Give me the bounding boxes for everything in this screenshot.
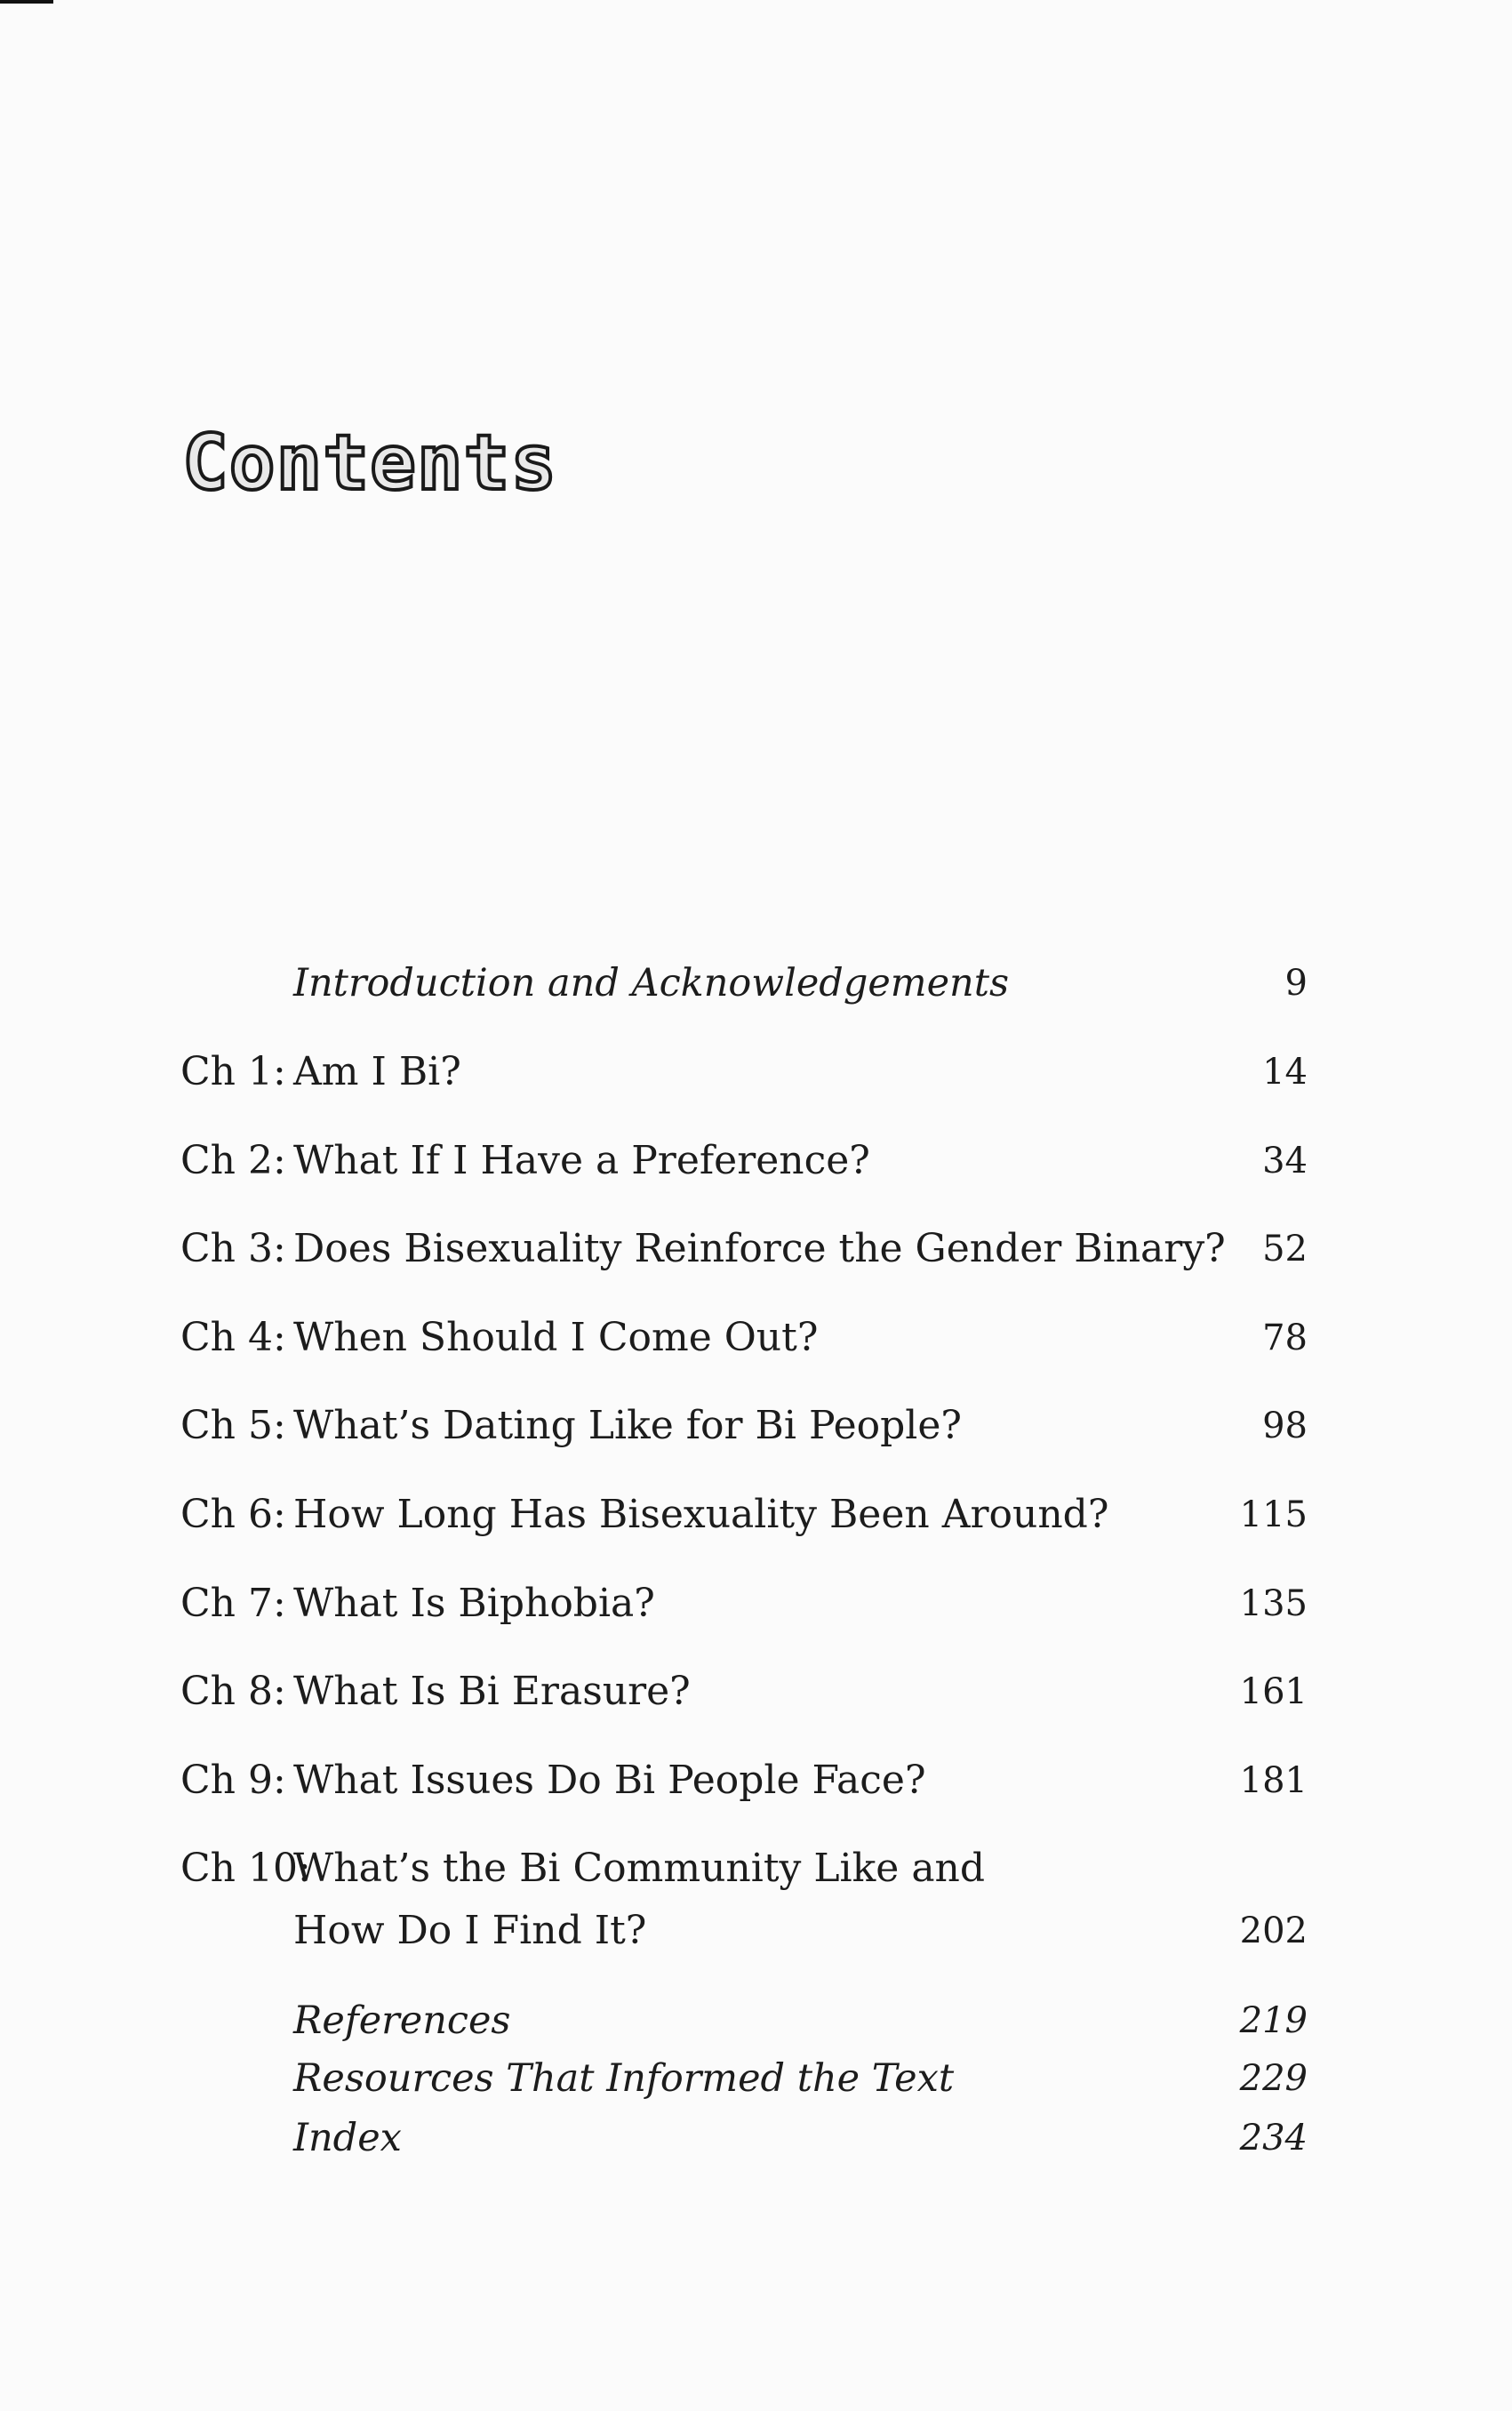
toc-entry-title: What Is Biphobia? [293,1581,655,1626]
toc-entry-title: Am I Bi? [293,1049,461,1094]
toc-entry-page: 181 [1239,1760,1308,1801]
toc-entry-chapter-1[interactable] [0,1045,1512,1099]
toc-entry-page: 34 [1262,1141,1308,1181]
toc-entry-resources[interactable] [0,2052,1512,2105]
toc-entry-title: Index [293,2116,402,2160]
toc-entry-chapter-2[interactable] [0,1134,1512,1188]
toc-entry-title: References [293,1998,511,2043]
toc-entry-title-line-2: How Do I Find It? [293,1908,647,1953]
toc-entry-label: Ch 3: [180,1226,286,1271]
toc-entry-page: 115 [1239,1494,1308,1535]
toc-entry-label: Ch 8: [180,1669,286,1714]
toc-entry-label: Ch 4: [180,1315,286,1360]
toc-entry-page: 202 [1239,1910,1308,1951]
toc-entry-page: 229 [1239,2058,1308,2099]
toc-entry-label: Ch 2: [180,1138,286,1183]
toc-entry-title: What If I Have a Preference? [293,1138,870,1183]
toc-entry-title: What’s Dating Like for Bi People? [293,1403,962,1448]
toc-entry-title: How Long Has Bisexuality Been Around? [293,1492,1109,1537]
toc-entry-title-line-1: What’s the Bi Community Like and [293,1846,986,1891]
toc-entry-page: 135 [1239,1583,1308,1624]
toc-entry-chapter-6[interactable] [0,1488,1512,1542]
toc-entry-chapter-5[interactable] [0,1399,1512,1453]
toc-entry-title: Introduction and Acknowledgements [293,961,1010,1005]
toc-entry-page: 9 [1284,963,1308,1004]
toc-entry-title: What Issues Do Bi People Face? [293,1758,926,1803]
toc-entry-chapter-10[interactable] [0,1842,1512,1958]
toc-entry-page: 161 [1239,1671,1308,1712]
toc-entry-label: Ch 7: [180,1581,286,1626]
toc-entry-title: Does Bisexuality Reinforce the Gender Binary? [293,1226,1226,1271]
toc-entry-chapter-9[interactable] [0,1754,1512,1807]
toc-entry-label: Ch 1: [180,1049,286,1094]
toc-entry-chapter-4[interactable] [0,1311,1512,1365]
toc-entry-page: 219 [1239,2000,1308,2041]
toc-entry-references[interactable] [0,1994,1512,2047]
toc-entry-introduction[interactable] [0,957,1512,1010]
toc-entry-label: Ch 6: [180,1492,286,1537]
toc-entry-title: When Should I Come Out? [293,1315,819,1360]
toc-entry-chapter-7[interactable] [0,1577,1512,1630]
toc-entry-page: 234 [1239,2118,1308,2159]
toc-entry-chapter-3[interactable] [0,1222,1512,1276]
toc-entry-chapter-8[interactable] [0,1665,1512,1718]
toc-entry-label: Ch 10: [180,1846,311,1891]
toc-entry-label: Ch 9: [180,1758,286,1803]
toc-entry-page: 52 [1262,1229,1308,1270]
toc-entry-label: Ch 5: [180,1403,286,1448]
toc-entry-page: 98 [1262,1406,1308,1446]
toc-entry-index[interactable] [0,2111,1512,2165]
toc-entry-title: Resources That Informed the Text [293,2056,955,2101]
toc-entry-title: What Is Bi Erasure? [293,1669,691,1714]
page-title: Contents [182,419,558,508]
toc-entry-page: 78 [1262,1318,1308,1358]
toc-entry-page: 14 [1262,1052,1308,1093]
